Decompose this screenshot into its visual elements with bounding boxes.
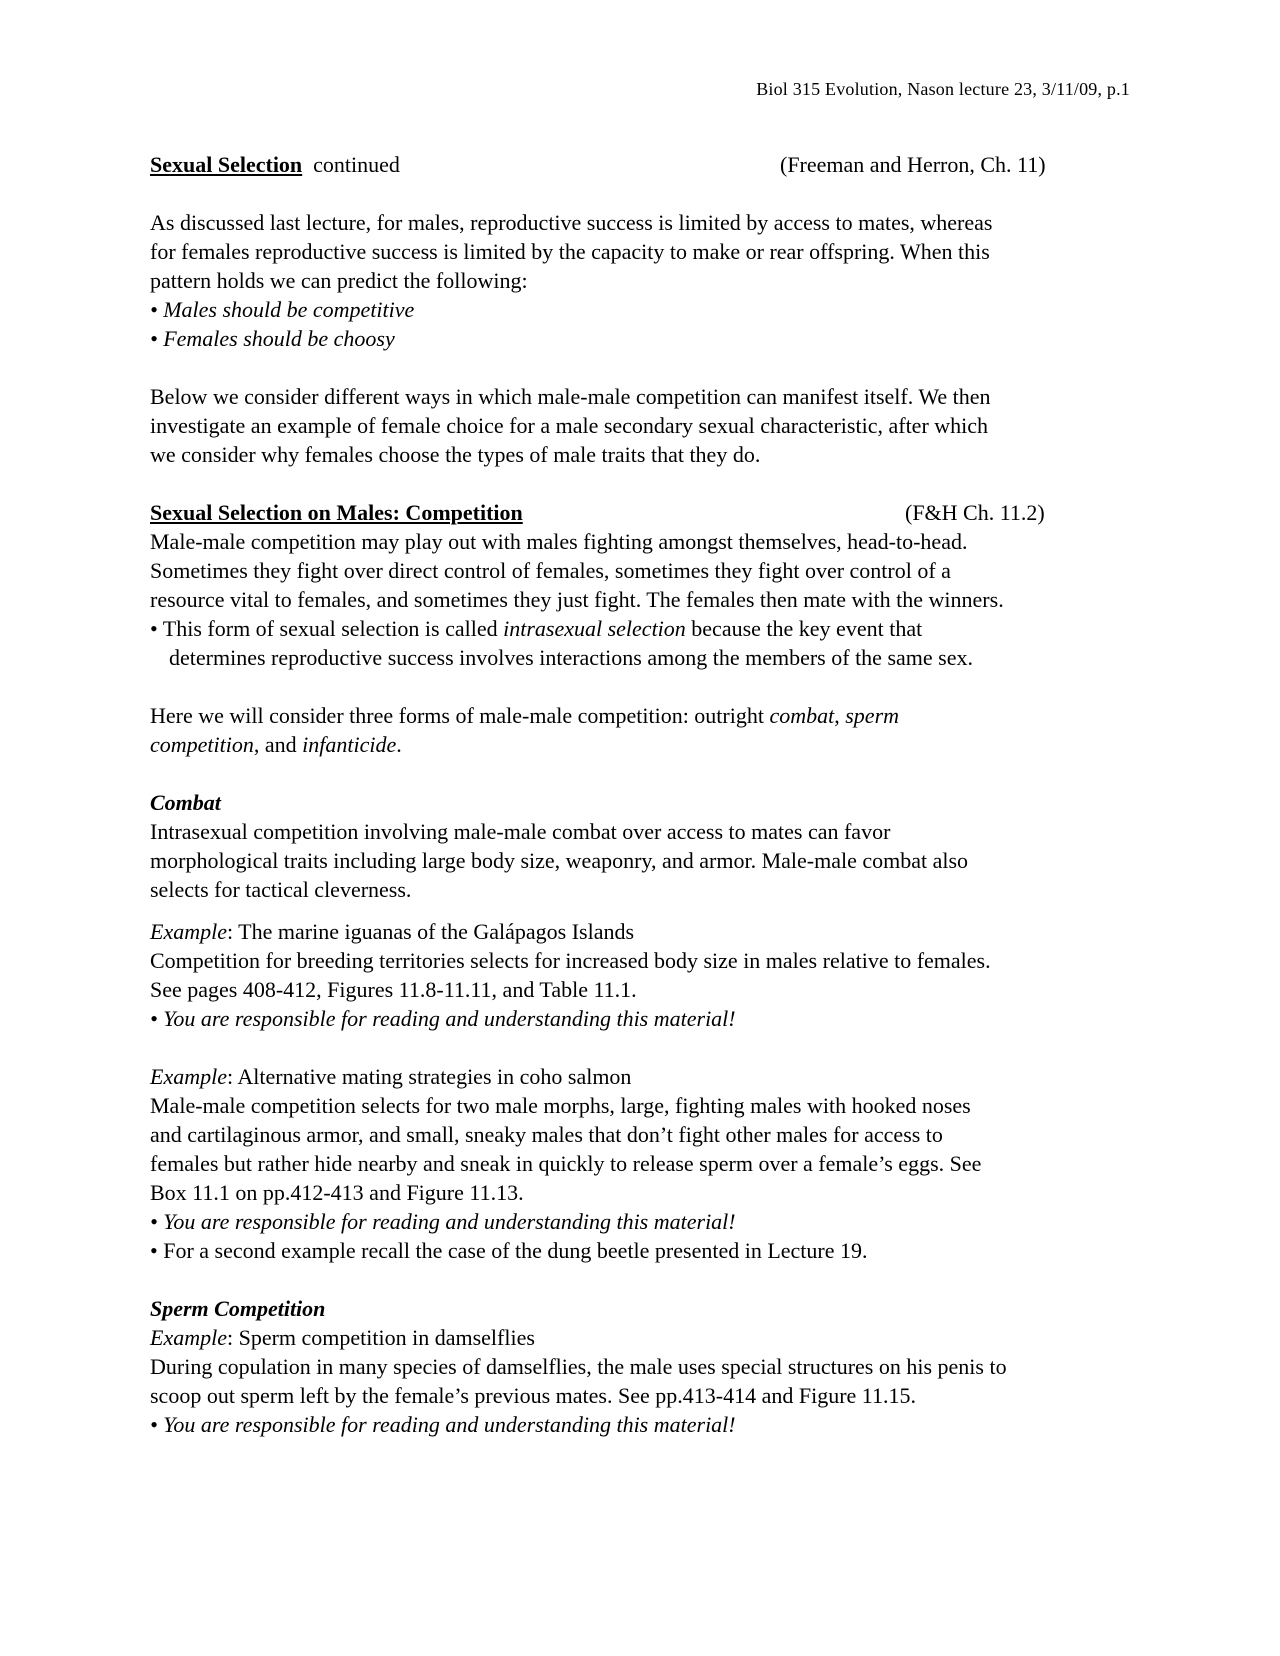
spacer [150, 1033, 1140, 1062]
paragraph-line: investigate an example of female choice for a male secondary sexual characteristic, after which [150, 413, 989, 438]
spacer [150, 1265, 1140, 1294]
section-title: Sexual Selection on Males: Competition [150, 500, 523, 525]
paragraph-line: morphological traits including large body size, weaponry, and armor. Male-male combat also [150, 848, 969, 873]
paragraph-line [150, 701, 1140, 730]
paragraph-line: Intrasexual competition involving male-male combat over access to mates can favor [150, 819, 891, 844]
spacer [150, 179, 1140, 208]
paragraph-line: Male-male competition selects for two male morphs, large, fighting males with hooked noses [150, 1093, 971, 1118]
overview-paragraph [150, 382, 1140, 469]
term-competition: competition [150, 732, 254, 757]
paragraph-line: we consider why females choose the types of male traits that they do. [150, 442, 761, 467]
bullet-term: intrasexual selection [503, 616, 686, 641]
example-line [150, 1062, 1140, 1091]
spacer [150, 904, 1140, 917]
paragraph-line [150, 730, 1140, 759]
paragraph-line: and cartilaginous armor, and small, sneaky males that don’t fight other males for access to [150, 1122, 943, 1147]
paragraph-line: scoop out sperm left by the female’s previous mates. See pp.413-414 and Figure 11.15. [150, 1383, 916, 1408]
section-reference: (F&H Ch. 11.2) [905, 500, 1045, 525]
text-run: , [834, 703, 846, 728]
paragraph-line: See pages 408-412, Figures 11.8-11.11, and Table 11.1. [150, 977, 637, 1002]
example-line [150, 1323, 1140, 1352]
text-run: , and [253, 732, 303, 757]
prediction-bullet: • Males should be competitive [150, 297, 415, 322]
bullet-text: because the key event that [685, 616, 923, 641]
term-sperm: sperm [845, 703, 900, 728]
example-title: : The marine iguanas of the Galápagos Islands [226, 919, 635, 944]
section-title: Sexual Selection [150, 152, 303, 177]
subsection-heading: Sperm Competition [150, 1296, 326, 1321]
paragraph-line: for females reproductive success is limited by the capacity to make or rear offspring. When this [150, 239, 990, 264]
bullet-text: • This form of sexual selection is called [150, 616, 504, 641]
page-header: Biol 315 Evolution, Nason lecture 23, 3/11/09, p.1 [756, 79, 1130, 99]
paragraph-line: females but rather hide nearby and sneak in quickly to release sperm over a female’s eggs. See [150, 1151, 982, 1176]
document-body [150, 150, 1140, 1439]
paragraph-line: Below we consider different ways in which male-male competition can manifest itself. We then [150, 384, 991, 409]
section-heading-sexual-selection [150, 150, 1140, 179]
spacer [150, 353, 1140, 382]
example-line [150, 917, 1140, 946]
subsection-heading: Combat [150, 790, 221, 815]
intrasexual-bullet [150, 614, 1140, 643]
competition-paragraph [150, 527, 1140, 672]
intro-paragraph [150, 208, 1140, 353]
responsibility-note: • You are responsible for reading and understanding this material! [150, 1209, 736, 1234]
paragraph-line: During copulation in many species of damselflies, the male uses special structures on his penis to [150, 1354, 1007, 1379]
sperm-competition-section [150, 1294, 1140, 1439]
combat-section [150, 788, 1140, 904]
responsibility-note: • You are responsible for reading and understanding this material! [150, 1412, 736, 1437]
paragraph-line: As discussed last lecture, for males, reproductive success is limited by access to mates, whereas [150, 210, 993, 235]
example-iguanas [150, 917, 1140, 1033]
spacer [150, 672, 1140, 701]
section-heading-competition [150, 498, 1140, 527]
spacer [150, 759, 1140, 788]
text-run: Here we will consider three forms of male-male competition: outright [150, 703, 770, 728]
term-combat: combat [769, 703, 835, 728]
forms-paragraph [150, 701, 1140, 759]
dung-beetle-note: • For a second example recall the case of the dung beetle presented in Lecture 19. [150, 1238, 868, 1263]
paragraph-line: Sometimes they fight over direct control of females, sometimes they fight over control of a [150, 558, 951, 583]
spacer [150, 469, 1140, 498]
example-salmon [150, 1062, 1140, 1265]
example-label: Example [150, 1064, 227, 1089]
text-run: . [396, 732, 402, 757]
paragraph-line: Competition for breeding territories selects for increased body size in males relative to females. [150, 948, 991, 973]
paragraph-line: Male-male competition may play out with males fighting amongst themselves, head-to-head. [150, 529, 968, 554]
paragraph-line: selects for tactical cleverness. [150, 877, 412, 902]
term-infanticide: infanticide [302, 732, 397, 757]
prediction-bullet: • Females should be choosy [150, 326, 395, 351]
section-title-suffix: continued [313, 152, 400, 177]
bullet-continuation: determines reproductive success involves interactions among the members of the same sex. [169, 645, 973, 670]
example-label: Example [150, 919, 227, 944]
example-title: : Sperm competition in damselflies [226, 1325, 535, 1350]
paragraph-line: Box 11.1 on pp.412-413 and Figure 11.13. [150, 1180, 524, 1205]
paragraph-line: pattern holds we can predict the following: [150, 268, 528, 293]
responsibility-note: • You are responsible for reading and understanding this material! [150, 1006, 736, 1031]
example-label: Example [150, 1325, 227, 1350]
section-reference: (Freeman and Herron, Ch. 11) [780, 152, 1046, 177]
example-title: : Alternative mating strategies in coho salmon [226, 1064, 632, 1089]
paragraph-line: resource vital to females, and sometimes they just fight. The females then mate with the winners. [150, 587, 1004, 612]
